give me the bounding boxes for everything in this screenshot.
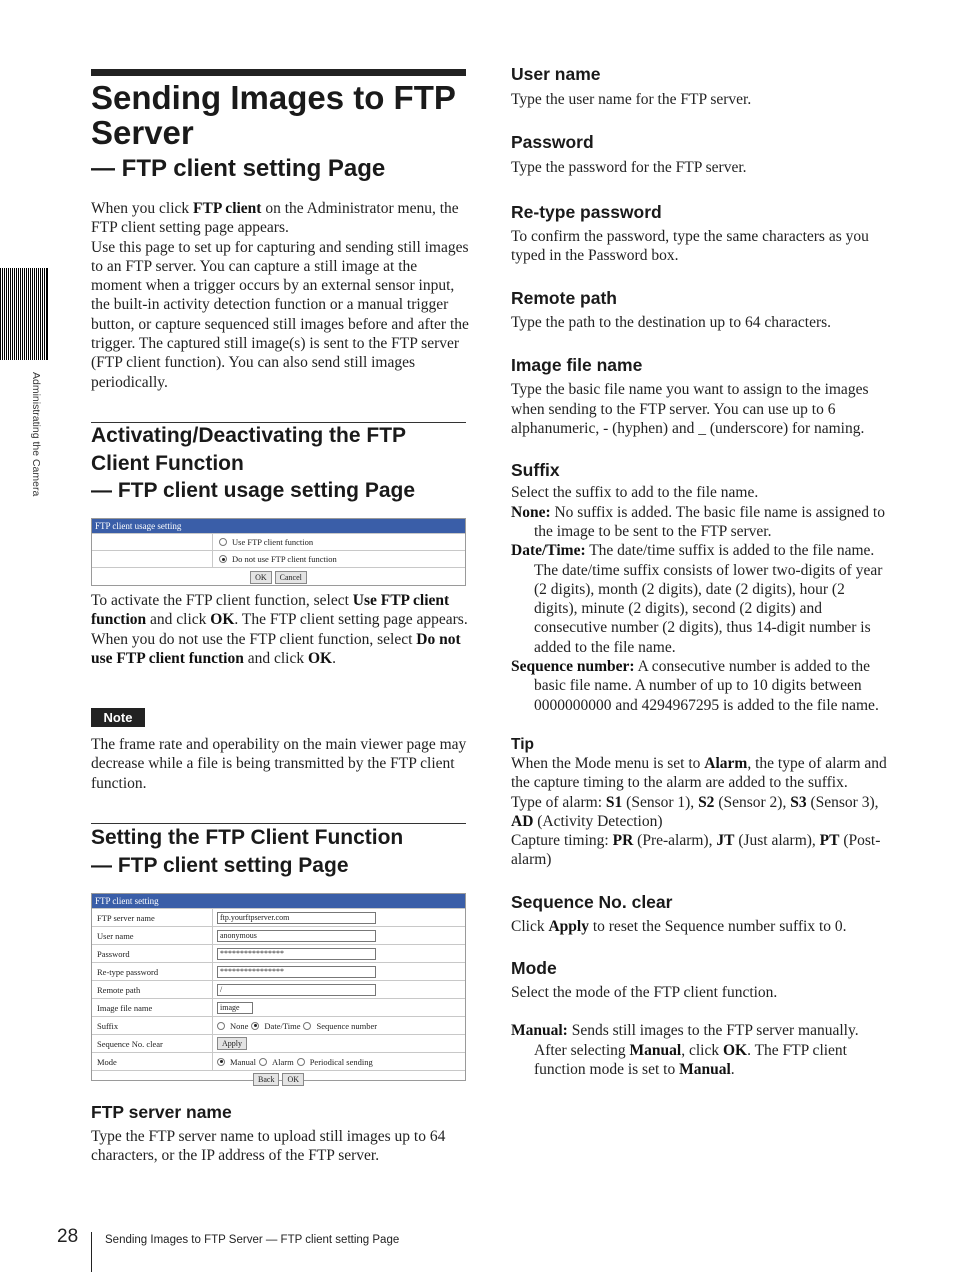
- retype-password-heading: Re-type password: [511, 201, 662, 222]
- suffix-sequence-item: Sequence number: A consecutive number is added to the basic file name. A number of up to 10 digits between 0000000000 and 4294967295 is added to the file name.: [511, 658, 879, 714]
- back-button[interactable]: Back: [253, 1073, 279, 1086]
- field-label: User name: [92, 927, 213, 944]
- apply-button[interactable]: Apply: [217, 1037, 247, 1050]
- field-label: Suffix: [92, 1017, 213, 1034]
- intro-paragraph-1: When you click FTP client on the Administrator menu, the FTP client setting page appears.: [91, 200, 459, 237]
- suffix-datetime-detail: The date/time suffix consists of lower two-digits of year (2 digits), month (2 digits), date (2 digits), hour (2 digits), minute (2 digits), second (2 digits) and consecutive number (2 digits), thus 14-digit number is added to the file name.: [534, 561, 883, 656]
- ftp-usage-panel: [91, 518, 466, 586]
- password-input[interactable]: ****************: [217, 948, 376, 960]
- panel-header: FTP client usage setting: [92, 519, 465, 533]
- field-label: Mode: [92, 1053, 213, 1070]
- retype-password-input[interactable]: ****************: [217, 966, 376, 978]
- ok-button[interactable]: OK: [282, 1073, 304, 1086]
- sequence-clear-heading: Sequence No. clear: [511, 891, 673, 912]
- mode-alarm-radio[interactable]: [259, 1058, 267, 1066]
- mode-manual-radio[interactable]: [217, 1058, 225, 1066]
- section2-heading-line2: — FTP client setting Page: [91, 853, 349, 877]
- footer-separator: [91, 1232, 92, 1272]
- suffix-sequence-radio[interactable]: [303, 1022, 311, 1030]
- section1-paragraph-1: To activate the FTP client function, select Use FTP client function and click OK. The FTP client setting page appears.: [91, 592, 468, 629]
- suffix-text: [511, 483, 889, 715]
- suffix-intro: Select the suffix to add to the file name.: [511, 484, 759, 502]
- suffix-heading: Suffix: [511, 460, 560, 481]
- user-name-heading: User name: [511, 64, 601, 84]
- page-title: Sending Images to FTP Server: [91, 79, 456, 151]
- remote-path-text: Type the path to the destination up to 64 characters.: [511, 314, 832, 332]
- panel-header: FTP client setting: [92, 894, 465, 908]
- ftp-server-name-section: [91, 1101, 471, 1166]
- field-label: Image file name: [92, 999, 213, 1016]
- side-tab-edge: [47, 268, 48, 360]
- ftp-setting-panel: [91, 893, 466, 1084]
- use-ftp-option: Use FTP client function: [232, 537, 314, 547]
- image-file-name-heading: Image file name: [511, 355, 643, 376]
- right-column: [511, 63, 889, 1079]
- ok-button[interactable]: OK: [250, 571, 272, 584]
- tip-text: [511, 754, 889, 870]
- tip-paragraph-3: Capture timing: PR (Pre-alarm), JT (Just alarm), PT (Post-alarm): [511, 832, 881, 869]
- mode-text: Select the mode of the FTP client function.: [511, 984, 778, 1002]
- suffix-none-item: None: No suffix is added. The basic file name is assigned to the image to be sent to the FTP server.: [511, 503, 885, 540]
- ftp-server-input[interactable]: ftp.yourftpserver.com: [217, 912, 376, 924]
- section1-heading-line1: Activating/Deactivating the FTP: [91, 424, 407, 447]
- mode-option: Manual: [230, 1056, 256, 1067]
- mode-option: Periodical sending: [309, 1056, 373, 1067]
- remote-path-input[interactable]: /: [217, 984, 376, 996]
- page-number: 28: [57, 1226, 79, 1247]
- mode-manual-item: Manual: Sends still images to the FTP server manually. After selecting Manual, click OK. The FTP client function mode is set to Manual.: [511, 1022, 859, 1078]
- field-label: Remote path: [92, 981, 213, 998]
- ftp-server-name-text: Type the FTP server name to upload still images up to 64 characters, or the IP address of the FTP server.: [91, 1128, 446, 1165]
- page-subtitle: — FTP client setting Page: [91, 155, 386, 182]
- running-footer: Sending Images to FTP Server — FTP client setting Page: [105, 1234, 400, 1246]
- remote-path-heading: Remote path: [511, 288, 617, 309]
- image-file-name-text: Type the basic file name you want to assign to the images when sending to the FTP server. You can use up to 6 alphanumeric, - (hyphen) and _ (underscore) for naming.: [511, 381, 869, 438]
- user-name-text: Type the user name for the FTP server.: [511, 91, 752, 108]
- password-text: Type the password for the FTP server.: [511, 159, 747, 177]
- section2-heading: [91, 824, 471, 879]
- intro-paragraph-2: Use this page to set up for capturing and sending still images to an FTP server. You can capture a still image at the moment when a trigger occurs by an external sensor input, the built-in activity detection function or a manual trigger button, or capture sequenced still images before and after the trigger. The captured still image(s) is sent to the FTP server (FTP client function). You can also send still images periodically.: [91, 238, 469, 391]
- note-text: The frame rate and operability on the main viewer page may decrease while a file is being transmitted by the FTP client function.: [91, 736, 467, 792]
- retype-password-text: To confirm the password, type the same characters as you typed in the Password box.: [511, 227, 869, 264]
- section1-heading-line3: — FTP client usage setting Page: [91, 479, 416, 502]
- section2-heading-line1: Setting the FTP Client Function: [91, 826, 404, 849]
- side-tab-marker: [0, 268, 47, 360]
- tip-heading: Tip: [511, 735, 534, 753]
- section1-heading: [91, 422, 471, 505]
- tip-paragraph-2: Type of alarm: S1 (Sensor 1), S2 (Sensor 2), S3 (Sensor 3), AD (Activity Detection): [511, 793, 879, 830]
- field-label: Password: [92, 945, 213, 962]
- note-label: Note: [91, 708, 145, 727]
- side-section-label: Administrating the Camera: [30, 372, 42, 497]
- no-ftp-radio[interactable]: [219, 555, 227, 563]
- suffix-datetime-item: Date/Time: The date/time suffix is added to the file name.: [511, 542, 875, 560]
- sequence-clear-text: Click Apply to reset the Sequence number suffix to 0.: [511, 917, 847, 935]
- field-label: FTP server name: [92, 909, 213, 926]
- image-file-name-input[interactable]: image: [217, 1002, 253, 1014]
- tip-paragraph-1: When the Mode menu is set to Alarm, the type of alarm and the capture timing to the alarm are added to the suffix.: [511, 754, 887, 792]
- suffix-option: Sequence number: [316, 1020, 378, 1031]
- ftp-server-name-heading: FTP server name: [91, 1102, 232, 1122]
- mode-option: Alarm: [271, 1056, 294, 1067]
- suffix-datetime-radio[interactable]: [251, 1022, 259, 1030]
- title-rule: [91, 69, 466, 76]
- no-ftp-option: Do not use FTP client function: [232, 554, 337, 564]
- suffix-none-radio[interactable]: [217, 1022, 225, 1030]
- section1-text: [91, 591, 469, 668]
- user-name-input[interactable]: anonymous: [217, 930, 376, 942]
- section1-paragraph-2: When you do not use the FTP client function, select Do not use FTP client function and click OK.: [91, 630, 461, 667]
- mode-heading: Mode: [511, 958, 557, 979]
- intro-text: [91, 199, 469, 392]
- field-label: Sequence No. clear: [92, 1035, 213, 1052]
- suffix-option: Date/Time: [264, 1020, 301, 1031]
- field-label: Re-type password: [92, 963, 213, 980]
- suffix-option: None: [230, 1020, 249, 1031]
- password-heading: Password: [511, 132, 594, 153]
- use-ftp-radio[interactable]: [219, 538, 227, 546]
- cancel-button[interactable]: Cancel: [275, 571, 307, 584]
- section1-heading-line2: Client Function: [91, 451, 244, 475]
- mode-periodical-radio[interactable]: [297, 1058, 305, 1066]
